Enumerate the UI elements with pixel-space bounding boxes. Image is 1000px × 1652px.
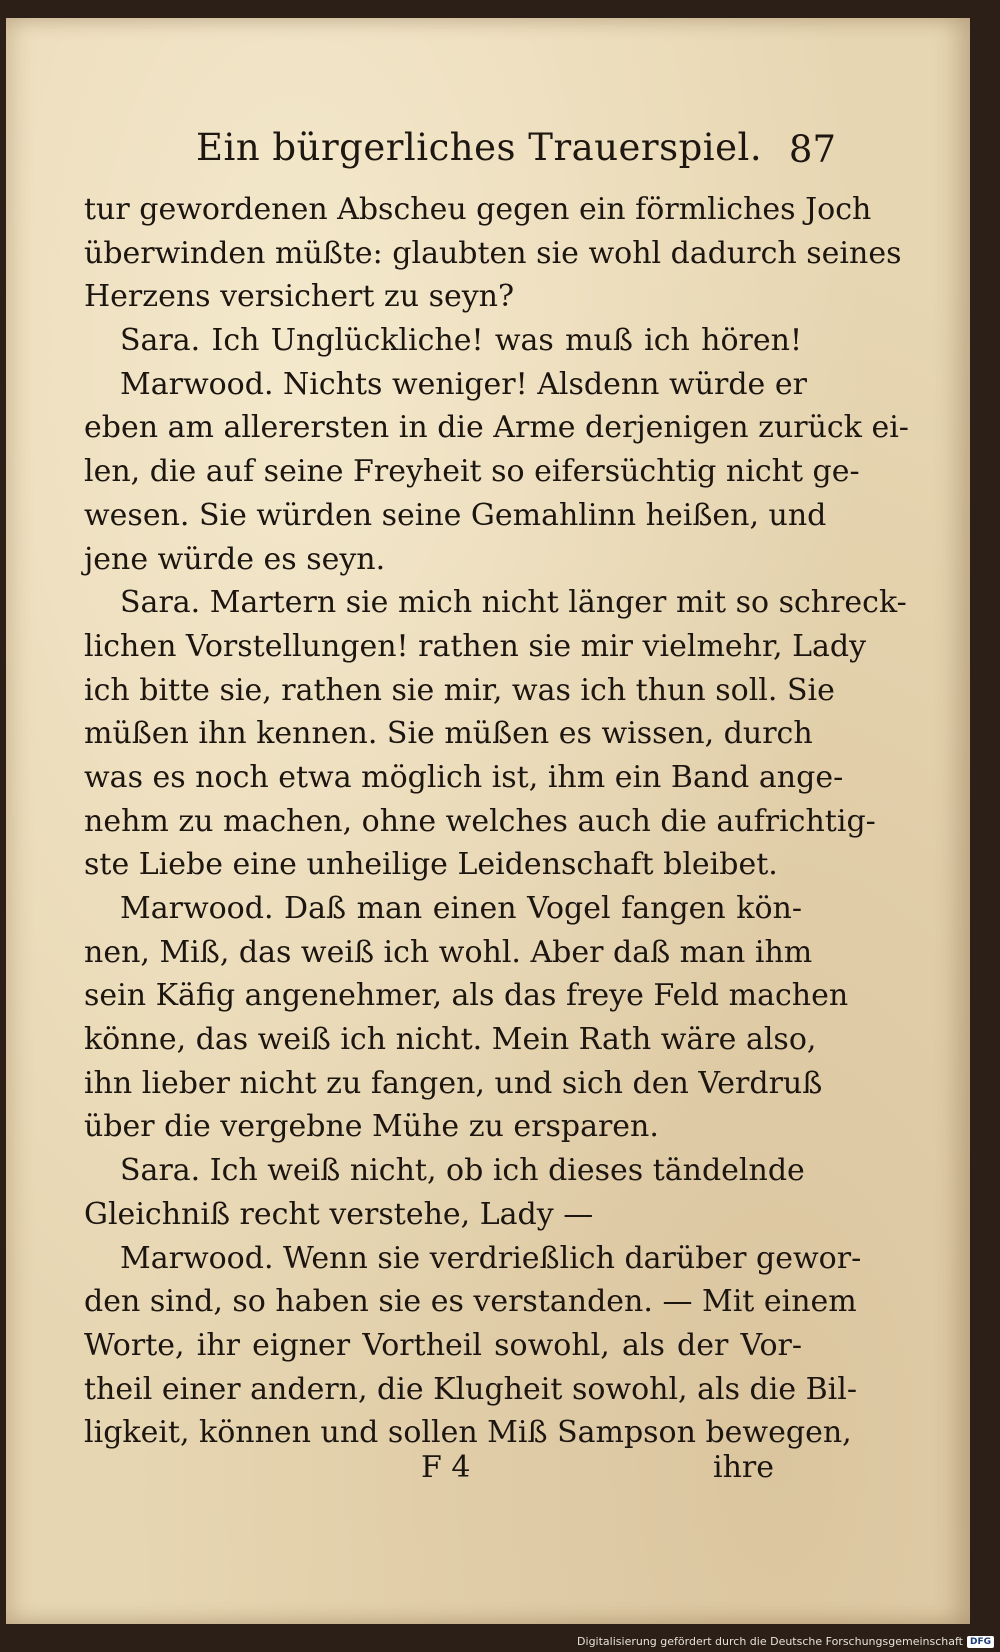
text-line: nehm zu machen, ohne welches auch die aufrichtig- bbox=[84, 803, 876, 839]
running-head bbox=[196, 118, 836, 178]
text-line: Marwood. Nichts weniger! Alsdenn würde er bbox=[120, 366, 807, 402]
text-line: jene würde es seyn. bbox=[84, 541, 386, 577]
text-line: lichen Vorstellungen! rathen sie mir vielmehr, Lady bbox=[84, 628, 867, 664]
page-number: 87 bbox=[788, 128, 836, 171]
text-line: Marwood. Daß man einen Vogel fangen kön- bbox=[120, 891, 802, 926]
text-line: Worte, ihr eigner Vortheil sowohl, als der Vor- bbox=[84, 1327, 802, 1363]
text-line: wesen. Sie würden seine Gemahlinn heißen, und bbox=[84, 497, 827, 533]
text-line: überwinden müßte: glaubten sie wohl dadurch seines bbox=[84, 235, 902, 271]
text-line: den sind, so haben sie es verstanden. — Mit einem bbox=[84, 1284, 857, 1320]
text-line: theil einer andern, die Klugheit sowohl, als die Bil- bbox=[84, 1371, 857, 1407]
book-page bbox=[6, 18, 970, 1624]
page-footer bbox=[84, 1450, 802, 1500]
text-line: Gleichniß recht verstehe, Lady — bbox=[84, 1196, 594, 1232]
text-line: eben am allerersten in die Arme derjenigen zurück ei- bbox=[84, 410, 909, 446]
dfg-logo: DFG bbox=[967, 1636, 994, 1648]
catchword: ihre bbox=[712, 1450, 774, 1485]
text-line: über die vergebne Mühe zu ersparen. bbox=[84, 1109, 659, 1145]
running-title: Ein bürgerliches Trauerspiel. bbox=[196, 126, 763, 169]
text-line: tur gewordenen Abscheu gegen ein förmliches Joch bbox=[84, 192, 872, 227]
text-line: ligkeit, können und sollen Miß Sampson bewegen, bbox=[84, 1415, 852, 1451]
text-line: len, die auf seine Freyheit so eifersüchtig nicht ge- bbox=[84, 454, 860, 490]
text-line: Sara. Ich weiß nicht, ob ich dieses tändelnde bbox=[120, 1153, 805, 1189]
text-line: was es noch etwa möglich ist, ihm ein Band ange- bbox=[84, 759, 844, 795]
text-line: müßen ihn kennen. Sie müßen es wissen, durch bbox=[84, 716, 813, 752]
text-line: Marwood. Wenn sie verdrießlich darüber gewor- bbox=[120, 1240, 862, 1276]
text-line: Sara. Ich Unglückliche! was muß ich hören! bbox=[120, 323, 802, 359]
digitization-credit bbox=[577, 1635, 994, 1648]
text-line: ste Liebe eine unheilige Leidenschaft bleibet. bbox=[84, 847, 778, 883]
text-line: ich bitte sie, rathen sie mir, was ich thun soll. Sie bbox=[84, 672, 835, 708]
credit-text: Digitalisierung gefördert durch die Deutsche Forschungsgemeinschaft bbox=[577, 1635, 963, 1648]
body-text bbox=[84, 188, 909, 1455]
text-line: nen, Miß, das weiß ich wohl. Aber daß man ihm bbox=[84, 934, 813, 970]
text-line: könne, das weiß ich nicht. Mein Rath wäre also, bbox=[84, 1022, 817, 1058]
text-line: ihn lieber nicht zu fangen, und sich den Verdruß bbox=[84, 1065, 823, 1101]
signature-mark: F 4 bbox=[421, 1450, 471, 1485]
text-line: Herzens versichert zu seyn? bbox=[84, 279, 515, 315]
text-line: sein Käfig angenehmer, als das freye Feld machen bbox=[84, 978, 849, 1014]
text-line: Sara. Martern sie mich nicht länger mit so schreck- bbox=[120, 585, 907, 621]
